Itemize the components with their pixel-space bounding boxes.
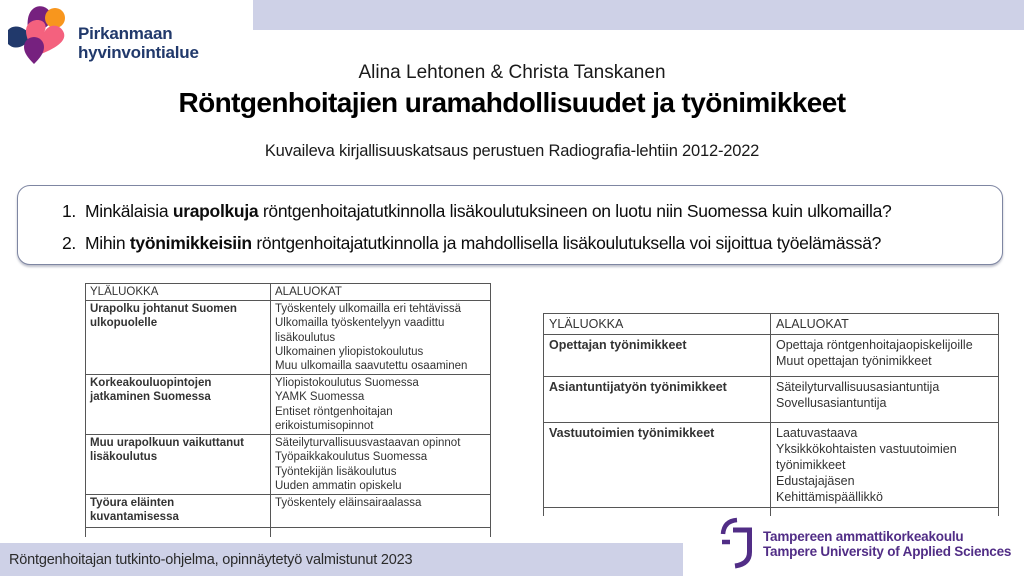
cropped-table-row (86, 528, 491, 538)
category-cell: Opettajan työnimikkeet (544, 335, 771, 377)
tamk-name-fi: Tampereen ammattikorkeakoulu (763, 528, 964, 544)
subcategory-item: Säteilyturvallisuusvastaavan opinnot (275, 437, 461, 450)
subcategory-item: Ulkomainen yliopistokoulutus (275, 345, 424, 358)
tamk-logo-text (763, 529, 1011, 560)
column-header: YLÄLUOKKA (86, 284, 271, 301)
category-cell: Vastuutoimien työnimikkeet (544, 423, 771, 508)
table-row (86, 495, 491, 528)
subcategory-item: Muu ulkomailla saavutettu osaaminen (275, 360, 468, 373)
category-cell: Muu urapolkuun vaikuttanut lisäkoulutus (86, 435, 271, 495)
pirkanmaa-flower-icon (8, 6, 74, 68)
table-row (544, 423, 999, 508)
subcategory-item: Muut opettajan työnimikkeet (776, 354, 932, 368)
subcategory-cell (771, 335, 999, 377)
research-questions-box (17, 185, 1003, 265)
table-row (86, 435, 491, 495)
question-number: 1. (62, 201, 76, 221)
subtitle: Kuvaileva kirjallisuuskatsaus perustuen Radiografia-lehtiin 2012-2022 (264, 142, 760, 160)
subcategory-item: Säteilyturvallisuusasiantuntija (776, 380, 940, 394)
subcategory-item: Sovellusasiantuntija (776, 396, 887, 410)
subcategory-cell (271, 375, 491, 435)
research-question-1 (18, 195, 1002, 227)
subcategory-item: Uuden ammatin opiskelu (275, 479, 402, 492)
subcategory-item: Työskentely eläinsairaalassa (275, 497, 422, 510)
subcategory-item: Yliopistokoulutus Suomessa (275, 377, 419, 390)
tamk-logo (710, 515, 1011, 573)
logo-line-2: hyvinvointialue (78, 43, 199, 62)
subcategory-item: Opettaja röntgenhoitajaopiskelijoille (776, 338, 973, 352)
subcategory-item: Entiset röntgenhoitajan erikoistumisopinnot (275, 405, 393, 432)
table-row (544, 377, 999, 423)
question-text: Mihin työnimikkeisiin röntgenhoitajatutkinnolla ja mahdollisella lisäkoulutuksella voi sijoittua työelämässä? (85, 233, 882, 253)
tamk-logo-icon (710, 516, 758, 572)
career-paths-table (85, 283, 491, 537)
category-cell: Korkeakouluopintojen jatkaminen Suomessa (86, 375, 271, 435)
table-row (86, 301, 491, 375)
table-header-row (86, 284, 491, 301)
subcategory-item: Kehittämispäällikkö (776, 490, 883, 504)
subcategory-item: YAMK Suomessa (275, 391, 365, 404)
subcategory-cell (271, 301, 491, 375)
footer-program-text: Röntgenhoitajan tutkinto-ohjelma, opinnäytetyö valmistunut 2023 (9, 551, 413, 568)
subcategory-item: Ulkomailla työskentelyyn vaadittu lisäkoulutus (275, 317, 445, 344)
subcategory-item: Työpaikkakoulutus Suomessa (275, 451, 428, 464)
subcategory-item: Laatuvastaava (776, 426, 858, 440)
page-title: Röntgenhoitajien uramahdollisuudet ja työnimikkeet (178, 87, 846, 118)
subcategory-item: Yksikkökohtaisten vastuutoimien työnimikkeet (776, 442, 957, 472)
subcategory-item: Työskentely ulkomailla eri tehtävissä (275, 303, 461, 316)
pirkanmaa-logo-text (78, 24, 199, 62)
category-cell: Työura eläinten kuvantamisessa (86, 495, 271, 528)
top-accent-bar (253, 0, 1024, 30)
tamk-name-en: Tampere University of Applied Sciences (763, 544, 1012, 559)
table-row (544, 335, 999, 377)
column-header: YLÄLUOKKA (544, 314, 771, 335)
authors-line: Alina Lehtonen & Christa Tanskanen (358, 62, 666, 83)
subcategory-item: Edustajajäsen (776, 474, 855, 488)
subcategory-cell (771, 377, 999, 423)
column-header: ALALUOKAT (771, 314, 999, 335)
question-text: Minkälaisia urapolkuja röntgenhoitajatutkinnolla lisäkoulutuksineen on luotu niin Suomessa kuin ulkomailla? (85, 201, 892, 221)
footer-bar (0, 543, 683, 576)
category-cell: Urapolku johtanut Suomen ulkopuolelle (86, 301, 271, 375)
category-cell: Asiantuntijatyön työnimikkeet (544, 377, 771, 423)
subcategory-cell (271, 495, 491, 528)
column-header: ALALUOKAT (271, 284, 491, 301)
logo-line-1: Pirkanmaan (78, 24, 173, 43)
subcategory-cell (771, 423, 999, 508)
job-titles-table (543, 313, 999, 516)
table-header-row (544, 314, 999, 335)
pirkanmaa-logo (8, 6, 199, 68)
question-number: 2. (62, 233, 76, 253)
table-row (86, 375, 491, 435)
subcategory-item: Työntekijän lisäkoulutus (275, 465, 397, 478)
research-question-2 (18, 227, 1002, 259)
subcategory-cell (271, 435, 491, 495)
